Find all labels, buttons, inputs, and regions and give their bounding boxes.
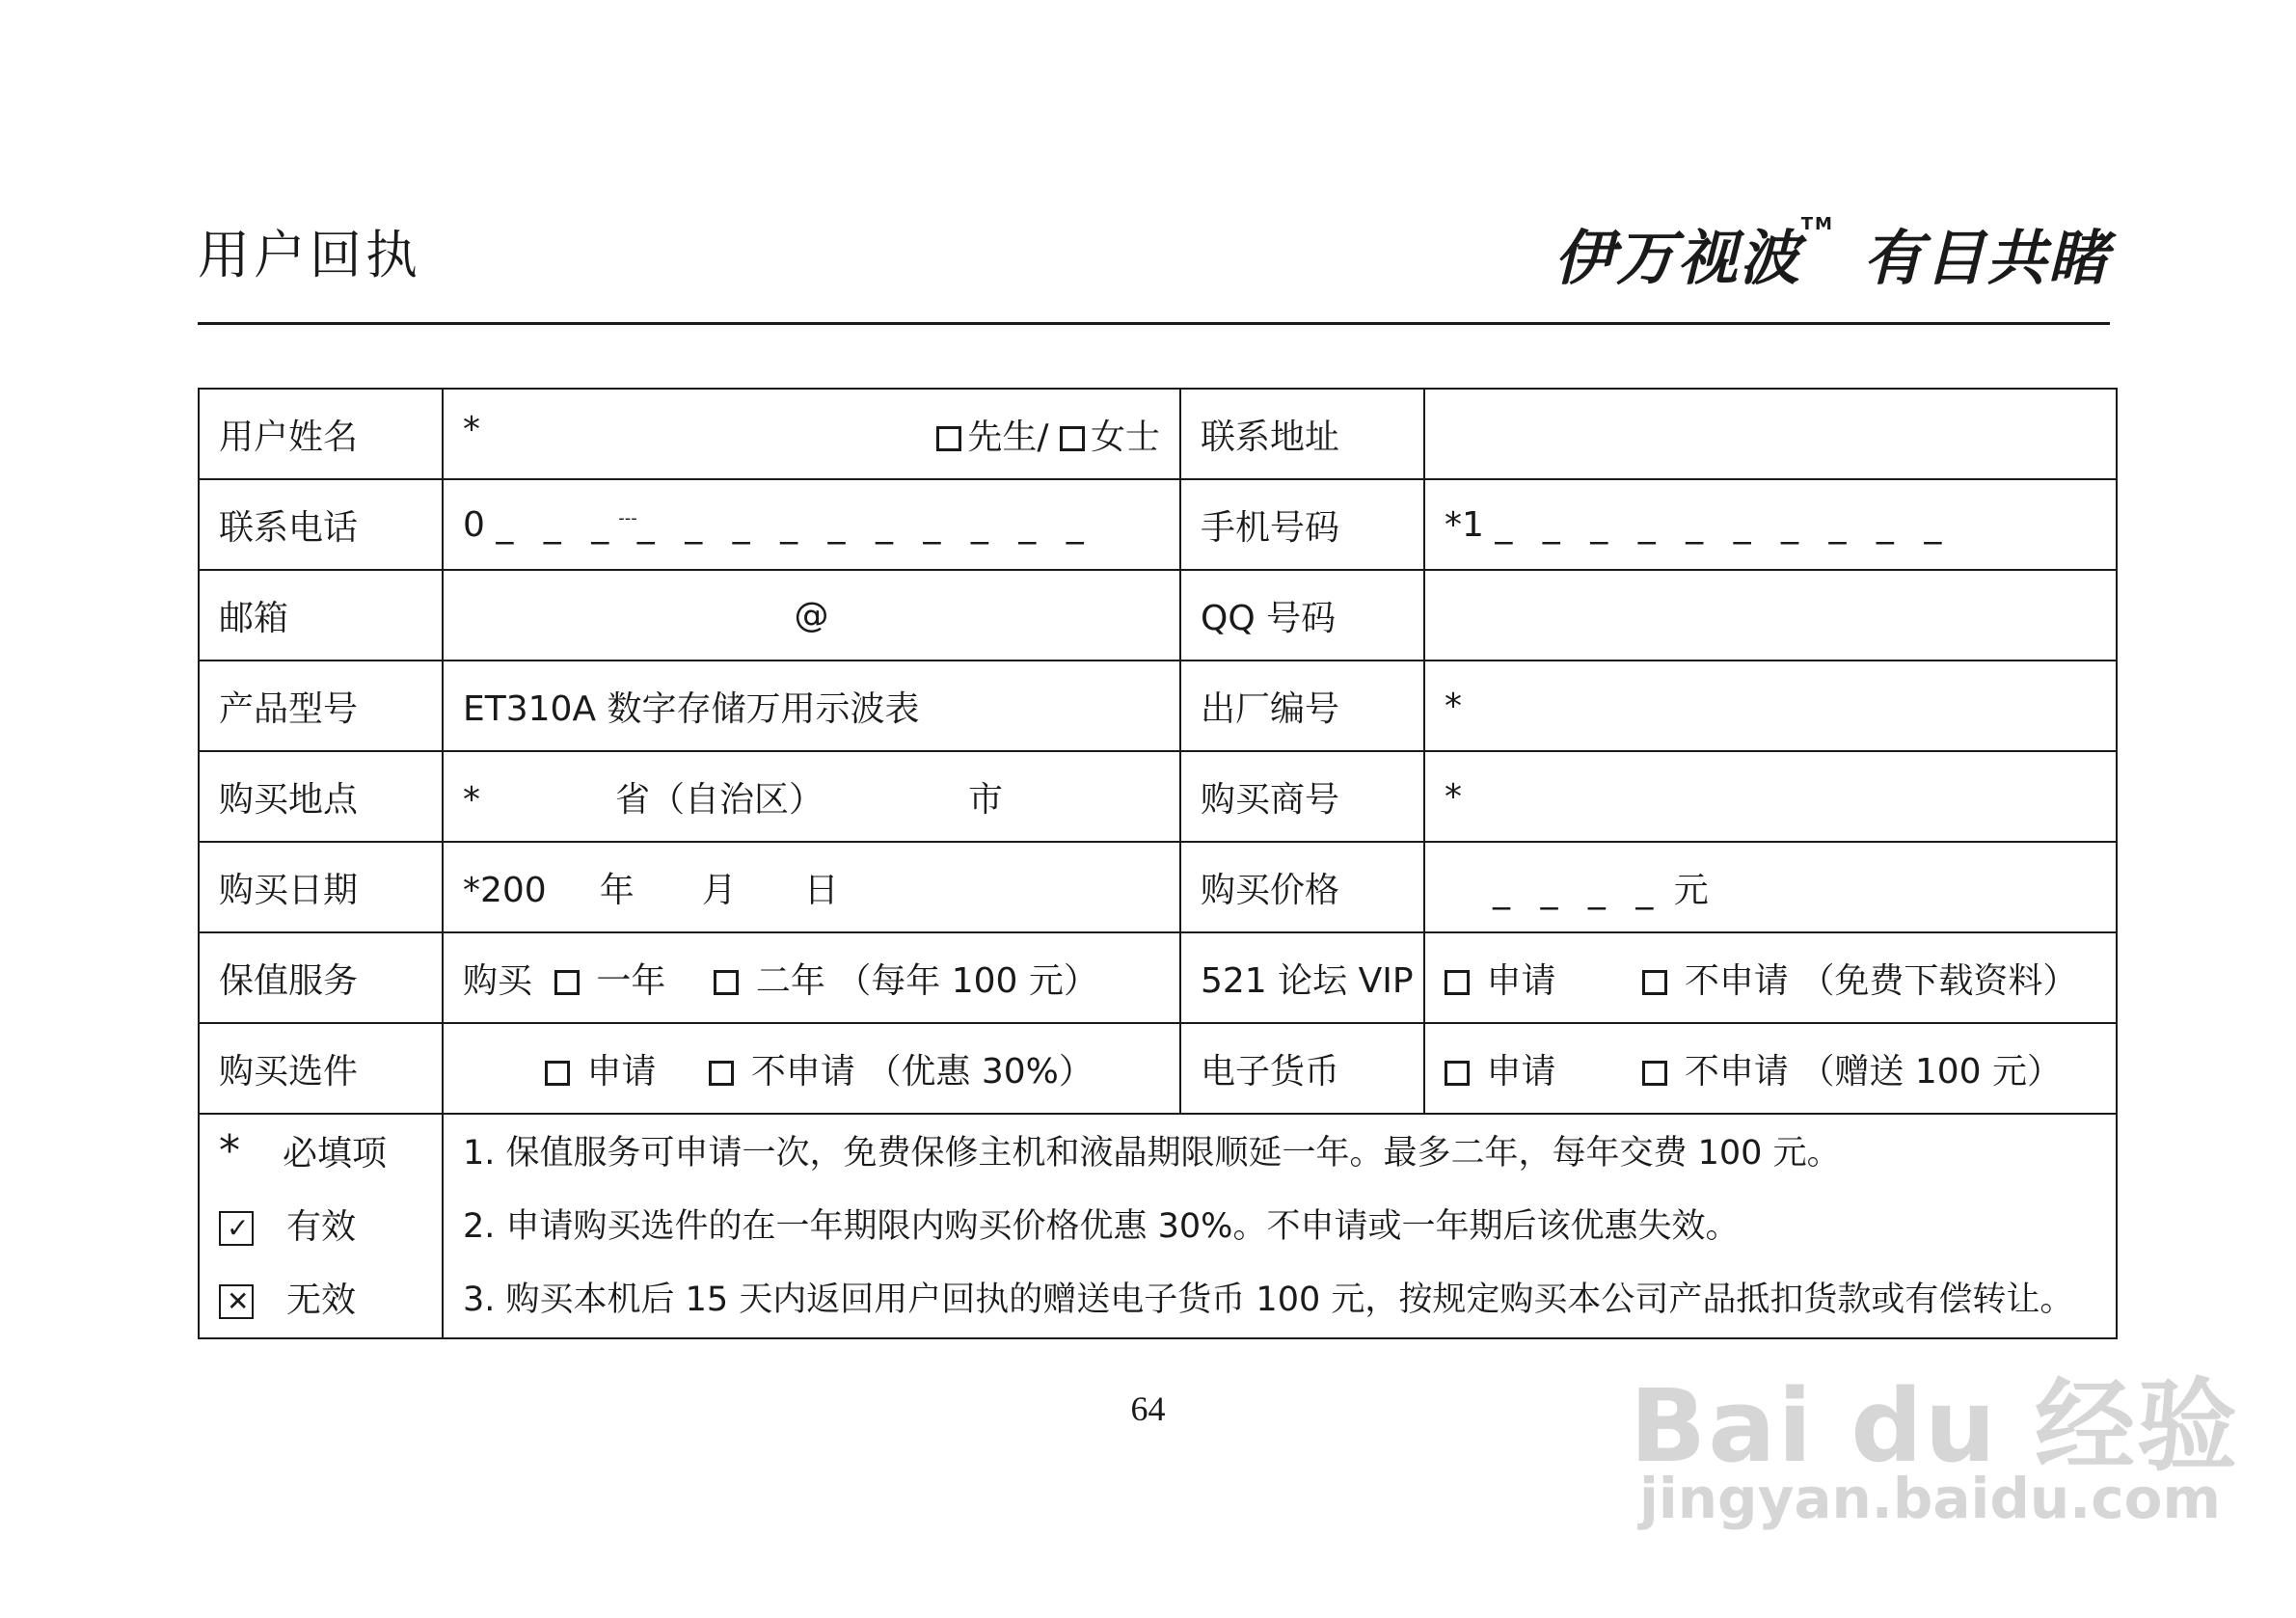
header-divider: [198, 322, 2110, 325]
month-label: 月: [701, 870, 737, 910]
phone-separator: ---: [618, 507, 637, 528]
label-model: 产品型号: [199, 661, 443, 751]
vip-noapply-label: 不申请: [1684, 960, 1789, 1001]
notes: [443, 1114, 2117, 1338]
checkbox-ecash-noapply[interactable]: [1642, 1061, 1667, 1086]
options-noapply-label: 不申请: [750, 1051, 855, 1092]
legend-invalid: [219, 1264, 422, 1337]
label-warranty: 保值服务: [199, 932, 443, 1023]
note-2: 2. 申请购买选件的在一年期限内购买价格优惠 30%。不申请或一年期后该优惠失效。: [463, 1206, 1740, 1246]
field-dealer[interactable]: *: [1424, 751, 2117, 842]
label-place: 购买地点: [199, 751, 443, 842]
phone-number-dashes: _ _ _ _ _ _ _ _ _ _: [636, 504, 1094, 545]
row-name: [199, 389, 2117, 479]
row-warranty: [199, 932, 2117, 1023]
field-options: [443, 1023, 1180, 1114]
checkbox-ecash-apply[interactable]: [1445, 1061, 1470, 1086]
legend-required: [219, 1115, 422, 1191]
label-date: 购买日期: [199, 842, 443, 932]
field-serial[interactable]: *: [1424, 661, 2117, 751]
label-mr: 先生/: [967, 417, 1049, 457]
vip-note: （免费下载资料）: [1799, 960, 2078, 1001]
ecash-noapply-label: 不申请: [1684, 1051, 1789, 1092]
phone-prefix: 0: [463, 504, 485, 545]
label-options: 购买选件: [199, 1023, 443, 1114]
label-address: 联系地址: [1180, 389, 1424, 479]
receipt-form: [198, 388, 2118, 1339]
brand-name: 伊万视波: [1553, 223, 1801, 293]
label-name: 用户姓名: [199, 389, 443, 479]
mobile-dashes: _ _ _ _ _ _ _ _ _ _: [1495, 504, 1952, 545]
field-qq[interactable]: [1424, 570, 2117, 661]
field-phone[interactable]: [443, 479, 1180, 570]
check-box-icon: ✓: [219, 1211, 254, 1246]
field-model: ET310A 数字存储万用示波表: [443, 661, 1180, 751]
city-label: 市: [968, 779, 1004, 820]
note-1: 1. 保值服务可申请一次，免费保修主机和液晶期限顺延一年。最多二年，每年交费 100 元。: [463, 1133, 1841, 1173]
slogan: 有目共睹: [1862, 223, 2110, 293]
label-qq: QQ 号码: [1180, 570, 1424, 661]
checkbox-options-apply[interactable]: [545, 1061, 570, 1086]
label-ecash: 电子货币: [1180, 1023, 1424, 1114]
checkbox-options-noapply[interactable]: [709, 1061, 734, 1086]
day-label: 日: [803, 870, 839, 910]
cross-box-icon: ✕: [219, 1284, 254, 1319]
row-place: [199, 751, 2117, 842]
page-number: 64: [1130, 1389, 1166, 1428]
brand-slogan: [1554, 210, 2110, 296]
label-dealer: 购买商号: [1180, 751, 1424, 842]
field-name[interactable]: [443, 389, 1180, 479]
mobile-prefix: *1: [1445, 504, 1484, 545]
price-unit: 元: [1673, 870, 1709, 910]
trademark: TM: [1800, 214, 1834, 234]
label-email: 邮箱: [199, 570, 443, 661]
province-label: 省（自治区）: [615, 779, 824, 820]
options-note: （优惠 30%）: [866, 1051, 1094, 1092]
two-year-label: 二年: [755, 960, 825, 1001]
row-notes: [199, 1114, 2117, 1338]
row-email: [199, 570, 2117, 661]
label-vip: 521 论坛 VIP: [1180, 932, 1424, 1023]
warranty-note: （每年 100 元）: [836, 960, 1098, 1001]
required-star: *: [463, 409, 480, 449]
note-3: 3. 购买本机后 15 天内返回用户回执的赠送电子货币 100 元，按规定购买本公司产品抵扣货款或有偿转让。: [463, 1280, 2074, 1319]
label-phone: 联系电话: [199, 479, 443, 570]
field-price[interactable]: [1424, 842, 2117, 932]
watermark-logo: Bai du 经验: [1630, 1367, 2239, 1485]
field-address[interactable]: [1424, 389, 2117, 479]
ecash-apply-label: 申请: [1486, 1051, 1556, 1092]
legend-valid: [219, 1191, 422, 1264]
vip-apply-label: 申请: [1486, 960, 1556, 1001]
label-ms: 女士: [1090, 417, 1160, 457]
label-mobile: 手机号码: [1180, 479, 1424, 570]
checkbox-vip-apply[interactable]: [1445, 970, 1470, 995]
legend: [199, 1114, 443, 1338]
at-sign: @: [794, 595, 829, 635]
field-ecash: [1424, 1023, 2117, 1114]
field-place[interactable]: [443, 751, 1180, 842]
legend-invalid-label: 无效: [286, 1281, 357, 1320]
legend-star: *: [219, 1126, 240, 1175]
row-date: [199, 842, 2117, 932]
row-options: [199, 1023, 2117, 1114]
watermark-url: jingyan.baidu.com: [1639, 1466, 2221, 1531]
checkbox-vip-noapply[interactable]: [1642, 970, 1667, 995]
year-label: 年: [599, 870, 635, 910]
price-dashes: _ _ _ _: [1493, 870, 1663, 910]
one-year-label: 一年: [596, 960, 666, 1001]
phone-area-dashes: _ _ _: [496, 504, 619, 545]
field-date[interactable]: [443, 842, 1180, 932]
checkbox-two-year[interactable]: [714, 970, 739, 995]
required-star: *: [463, 779, 480, 820]
checkbox-mr[interactable]: [936, 426, 961, 451]
row-model: [199, 661, 2117, 751]
field-vip: [1424, 932, 2117, 1023]
checkbox-one-year[interactable]: [554, 970, 580, 995]
checkbox-ms[interactable]: [1060, 426, 1085, 451]
label-serial: 出厂编号: [1180, 661, 1424, 751]
year-prefix: *200: [463, 870, 547, 910]
ecash-note: （赠送 100 元）: [1799, 1051, 2062, 1092]
field-warranty: [443, 932, 1180, 1023]
legend-valid-label: 有效: [286, 1207, 357, 1247]
buy-label: 购买: [463, 960, 533, 1001]
page-title: 用户回执: [198, 225, 421, 285]
label-price: 购买价格: [1180, 842, 1424, 932]
row-phone: [199, 479, 2117, 570]
field-mobile[interactable]: [1424, 479, 2117, 570]
field-email[interactable]: [443, 570, 1180, 661]
options-apply-label: 申请: [586, 1051, 657, 1092]
legend-required-label: 必填项: [283, 1134, 388, 1173]
